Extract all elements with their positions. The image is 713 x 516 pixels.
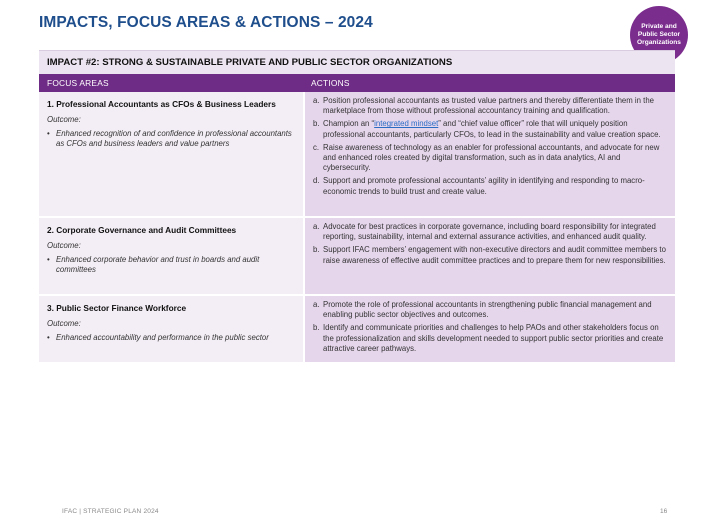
action-text bbox=[323, 119, 669, 139]
action-letter: a. bbox=[313, 222, 320, 231]
action-letter: b. bbox=[313, 323, 320, 333]
page-number: 16 bbox=[660, 508, 668, 515]
outcome-item bbox=[47, 255, 295, 275]
action-letter: b. bbox=[313, 245, 320, 255]
action-text-pre: Champion an “ bbox=[323, 119, 375, 129]
badge-line: Private and bbox=[641, 23, 677, 30]
action-text-post: ” and “chief value officer” role that will uniquely position professional accountants, particularly CFOs, to lead in the sustainability and value creation space. bbox=[323, 119, 661, 139]
action-item bbox=[313, 96, 669, 116]
impact-header: IMPACT #2: STRONG & SUSTAINABLE PRIVATE AND PUBLIC SECTOR ORGANIZATIONS bbox=[39, 50, 675, 74]
action-item bbox=[313, 119, 669, 139]
focus-area-title: 1. Professional Accountants as CFOs & Business Leaders bbox=[47, 99, 276, 109]
outcome-label: Outcome: bbox=[47, 319, 81, 328]
focus-area-cell bbox=[39, 296, 303, 362]
action-item bbox=[313, 143, 669, 174]
action-text: Support and promote professional accountants’ agility in identifying and responding to macro-economic trends to build trust and create value. bbox=[323, 176, 645, 196]
focus-area-title: 3. Public Sector Finance Workforce bbox=[47, 303, 187, 313]
actions-cell bbox=[303, 92, 675, 216]
action-letter: d. bbox=[313, 176, 320, 186]
outcome-text: Enhanced recognition of and confidence in professional accountants as CFOs and business leaders and value partners bbox=[56, 129, 292, 149]
table-row bbox=[39, 296, 675, 364]
action-letter: b. bbox=[313, 119, 320, 129]
action-text: Promote the role of professional accountants in strengthening public financial management and enabling public sector objectives and outcomes. bbox=[323, 300, 652, 320]
actions-cell bbox=[303, 218, 675, 294]
footer-document-title: IFAC | STRATEGIC PLAN 2024 bbox=[62, 508, 159, 515]
outcome-text: Enhanced corporate behavior and trust in boards and audit committees bbox=[56, 255, 260, 275]
action-text: Position professional accountants as trusted value partners and thereby differentiate them in the marketplace from those without professional accountancy training and qualification. bbox=[323, 96, 654, 116]
bullet-icon: • bbox=[47, 129, 50, 138]
action-item bbox=[313, 300, 669, 320]
action-text: Raise awareness of technology as an enabler for professional accountants, and advocate for new and enhanced roles created by digital transformation, such as in data analytics, AI and cybersecurity. bbox=[323, 142, 660, 173]
focus-area-cell bbox=[39, 92, 303, 216]
action-letter: a. bbox=[313, 96, 320, 105]
action-item bbox=[313, 245, 669, 265]
outcome-label: Outcome: bbox=[47, 241, 81, 250]
outcome-item bbox=[47, 333, 295, 343]
focus-area-cell bbox=[39, 218, 303, 294]
focus-area-title: 2. Corporate Governance and Audit Committees bbox=[47, 225, 237, 235]
action-letter: a. bbox=[313, 300, 320, 309]
action-item bbox=[313, 176, 669, 196]
table-row bbox=[39, 92, 675, 218]
impact-table bbox=[39, 50, 675, 364]
integrated-mindset-link[interactable]: integrated mindset bbox=[374, 119, 439, 129]
actions-header: ACTIONS bbox=[311, 78, 350, 88]
column-header-row bbox=[39, 74, 675, 92]
outcome-text: Enhanced accountability and performance in the public sector bbox=[56, 333, 269, 342]
outcome-label: Outcome: bbox=[47, 115, 81, 124]
table-row bbox=[39, 218, 675, 296]
actions-cell bbox=[303, 296, 675, 362]
bullet-icon: • bbox=[47, 255, 50, 264]
action-letter: c. bbox=[313, 142, 320, 152]
outcome-item bbox=[47, 129, 295, 149]
badge-line: Public Sector bbox=[637, 31, 681, 38]
action-text: Support IFAC members’ engagement with non-executive directors and audit committee members to raise awareness of effective audit committee practices and to prepare them for new responsibilities. bbox=[323, 245, 666, 265]
bullet-icon: • bbox=[47, 333, 50, 342]
page-title: IMPACTS, FOCUS AREAS & ACTIONS – 2024 bbox=[39, 14, 373, 31]
action-item bbox=[313, 222, 669, 242]
action-text: Advocate for best practices in corporate governance, including board responsibility for integrated reporting, sustainability, internal and external assurance activities, and enhanced audit quality. bbox=[323, 222, 656, 242]
action-text: Identify and communicate priorities and challenges to help PAOs and other stakeholders focus on the professionalization and skills development needed to support public sector priorities and create attractive career pathways. bbox=[323, 323, 664, 353]
focus-areas-header: FOCUS AREAS bbox=[47, 78, 109, 88]
badge-line: Organizations bbox=[637, 39, 681, 46]
action-item bbox=[313, 323, 669, 354]
